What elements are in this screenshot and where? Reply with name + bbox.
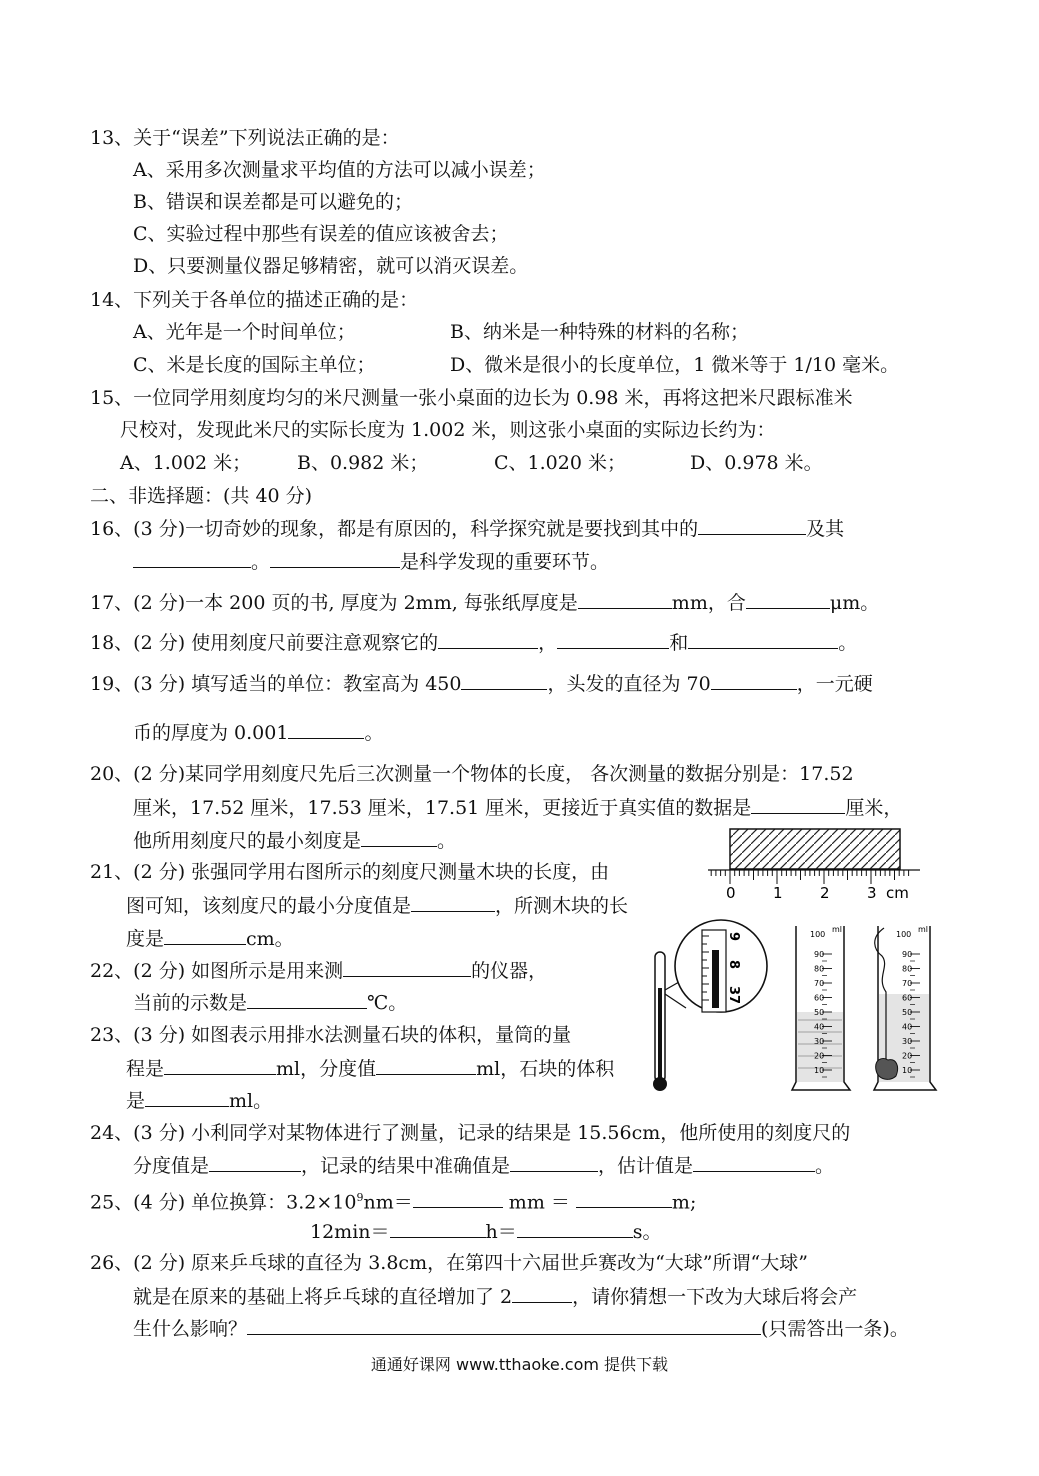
q24-text: 分度值是 [133,1155,210,1177]
ruler-tick-label: 2 [820,884,830,902]
answer-blank[interactable] [133,549,251,568]
q17-text: mm，合 [671,592,746,614]
q21-text: ，所测木块的长 [495,895,629,917]
cylinder-tick-label: 10 [902,1066,913,1075]
wooden-block [730,829,900,869]
q13-option-d: D、只要测量仪器足够精密，就可以消灭误差。 [133,255,529,277]
q14-option-a: A、光年是一个时间单位； [133,321,356,343]
q25-text: 12min＝ [310,1221,390,1243]
q17 [90,590,879,615]
ruler-figure [706,826,928,916]
footer-credit: 通通好课网 www.tthaoke.com 提供下载 [370,1355,669,1374]
q26-text: ，请你猜想一下改为大球后将会产 [572,1286,858,1308]
q26-text: (只需答出一条)。 [761,1318,909,1340]
q21-text: 图可知，该刻度尺的最小分度值是 [126,895,412,917]
answer-blank[interactable] [164,926,246,945]
answer-blank[interactable] [688,630,838,649]
q25-line1 [90,1186,696,1214]
answer-blank[interactable] [698,516,806,535]
cylinder-tick-label: 70 [814,979,825,988]
cylinder-tick-label: 50 [902,1008,913,1017]
q13-stem: 13、关于“误差”下列说法正确的是： [90,127,400,149]
q20-text: 他所用刻度尺的最小刻度是 [133,830,362,852]
q18-text: ， [538,632,558,654]
q23-line2 [126,1056,614,1081]
cylinder-tick-label: 60 [814,993,825,1003]
answer-blank[interactable] [164,1056,276,1075]
q24-line2 [133,1153,834,1178]
q18-text: 18、(2 分) 使用刻度尺前要注意观察它的 [90,632,439,654]
q20-line3 [133,828,456,853]
q22-line1 [90,958,547,983]
answer-blank[interactable] [376,1056,476,1075]
q16-text: 。 [251,551,271,573]
q19-text: 19、(3 分) 填写适当的单位：教室高为 450 [90,673,462,695]
answer-blank[interactable] [438,630,538,649]
q19-line2 [133,720,383,745]
answer-blank[interactable] [361,828,437,847]
q25-text: mm ＝ [508,1191,570,1214]
cylinder-tick-label: 90 [902,950,913,959]
q22-text: 的仪器， [471,960,548,982]
q16-text: 16、(3 分)一切奇妙的现象，都是有原因的，科学探究就是要找到其中的 [90,518,699,540]
q21-text: 度是 [126,928,165,950]
answer-blank[interactable] [247,990,367,1009]
answer-blank[interactable] [413,1189,503,1208]
q24-line1: 24、(3 分) 小利同学对某物体进行了测量，记录的结果是 15.56cm，他所使用的刻度尺的 [90,1122,851,1144]
q16-text: 是科学发现的重要环节。 [400,551,610,573]
q17-text: μm。 [829,592,880,614]
q19-text: ，头发的直径为 70 [547,673,711,695]
q21-line1: 21、(2 分) 张强同学用右图所示的刻度尺测量木块的长度，由 [90,861,610,883]
answer-blank[interactable] [517,1219,633,1238]
ruler-tick-label: 3 [867,884,877,902]
q13-option-b: B、错误和误差都是可以避免的； [133,191,413,213]
q23-line3 [126,1088,272,1113]
q14-option-b: B、纳米是一种特殊的材料的名称； [450,321,749,343]
q25-text: s。 [632,1221,662,1243]
q19-text: 币的厚度为 0.001 [133,722,289,744]
ruler-tick-label: 0 [726,884,736,902]
answer-blank[interactable] [411,893,495,912]
q25-line2 [310,1219,662,1244]
answer-blank[interactable] [693,1153,815,1172]
cylinder-tick-label: 30 [814,1037,825,1046]
q23-text: 是 [126,1090,146,1112]
cylinder-tick-label: 70 [902,979,913,988]
q19-text: ，一元硬 [796,673,873,695]
graduated-cylinder-stone [860,920,942,1096]
answer-blank[interactable] [270,549,400,568]
q18-text: 。 [838,632,858,654]
answer-blank[interactable] [510,1153,598,1172]
q21-line2 [126,893,628,918]
cylinder-tick-label: 80 [814,964,825,974]
q24-text: ，记录的结果中准确值是 [301,1155,511,1177]
q24-text: ，估计值是 [598,1155,694,1177]
answer-blank[interactable] [557,630,669,649]
answer-blank[interactable] [576,1189,672,1208]
q17-text: 17、(2 分)一本 200 页的书, 厚度为 2mm, 每张纸厚度是 [90,592,578,614]
q26-line1: 26、(2 分) 原来乒乓球的直径为 3.8cm，在第四十六届世乒赛改为“大球”所谓“大球” [90,1252,808,1274]
q25-exponent: 9 [356,1191,364,1204]
q16-line2 [133,549,609,574]
cylinder-tick-label: 20 [902,1051,913,1061]
q20-text: 厘米，17.52 厘米，17.53 厘米，17.51 厘米，更接近于真实值的数据是 [133,797,752,819]
q15-option-b: B、0.982 米； [297,452,429,474]
q18 [90,630,857,655]
cylinder-tick-label: 40 [814,1022,825,1032]
cylinder-tick-label: 20 [814,1051,825,1061]
q21-text: cm。 [246,928,294,950]
answer-blank[interactable] [746,590,830,609]
q16-line1 [90,516,844,541]
q26-text: 生什么影响？ [133,1318,248,1340]
q25-text: h＝ [485,1221,517,1243]
thermo-label: 8 [726,960,741,970]
graduated-cylinder-water [788,920,854,1096]
cylinder-tick-label: 50 [814,1008,825,1017]
q23-text: 程是 [126,1058,165,1080]
answer-blank[interactable] [461,671,547,690]
answer-blank[interactable] [390,1219,486,1238]
q21-line3 [126,926,294,951]
ruler-unit-label: cm [886,884,909,902]
answer-blank[interactable] [343,958,471,977]
cylinder-unit-label: ml [832,925,843,934]
q20-text: 。 [437,830,457,852]
cylinder-tick-label: 90 [814,950,825,959]
q23-line1: 23、(3 分) 如图表示用排水法测量石块的体积，量筒的量 [90,1024,572,1046]
cylinder-top-label: 100 [810,930,826,939]
q14-option-c: C、米是长度的国际主单位； [133,354,376,376]
q18-text: 和 [669,632,689,654]
cylinder-tick-label: 80 [902,964,913,974]
answer-blank[interactable] [751,795,845,814]
answer-blank[interactable] [288,720,364,739]
answer-blank[interactable] [209,1153,301,1172]
thermo-label: 37 [726,986,741,1005]
q15-option-d: D、0.978 米。 [690,452,823,474]
cylinder-tick-label: 10 [814,1066,825,1075]
q22-text: 22、(2 分) 如图所示是用来测 [90,960,344,982]
thermometer-figure [640,918,776,1094]
cylinder-tick-label: 60 [902,993,913,1003]
q26-line2 [133,1284,857,1309]
q24-text: 。 [815,1155,835,1177]
q20-text: 厘米， [845,797,903,819]
cylinder-top-label: 100 [896,930,912,939]
section-2-heading: 二、非选择题：(共 40 分) [90,485,313,507]
q22-text: 当前的示数是 [133,992,248,1014]
q25-text: 25、(4 分) 单位换算：3.2×10 [90,1191,357,1214]
q15-line2: 尺校对，发现此米尺的实际长度为 1.002 米，则这张小桌面的实际边长约为： [120,419,776,441]
thermo-label: 9 [726,932,741,942]
cylinder-tick-label: 40 [902,1022,913,1032]
q19-line1 [90,671,873,696]
cylinder-tick-label: 30 [902,1037,913,1046]
q22-line2 [133,990,407,1015]
answer-blank[interactable] [578,590,672,609]
ruler-tick-label: 1 [773,884,783,902]
q26-text: 就是在原来的基础上将乒乓球的直径增加了 2 [133,1286,513,1308]
answer-blank[interactable] [247,1316,761,1335]
q25-text: m; [671,1191,697,1214]
q14-stem: 14、下列关于各单位的描述正确的是： [90,289,419,311]
q13-option-c: C、实验过程中那些有误差的值应该被舍去； [133,223,509,245]
answer-blank[interactable] [145,1088,229,1107]
answer-blank[interactable] [711,671,797,690]
q23-text: ml。 [229,1090,273,1112]
q23-text: ml，石块的体积 [476,1058,615,1080]
answer-blank[interactable] [512,1284,572,1303]
q15-line1: 15、一位同学用刻度均匀的米尺测量一张小桌面的边长为 0.98 米，再将这把米尺跟标准米 [90,387,853,409]
q16-text: 及其 [806,518,845,540]
q26-line3 [133,1316,909,1341]
q15-option-a: A、1.002 米； [120,452,252,474]
q15-option-c: C、1.020 米； [494,452,626,474]
q20-line2 [133,795,902,820]
q14-option-d: D、微米是很小的长度单位，1 微米等于 1/10 毫米。 [450,354,900,376]
q25-text: nm＝ [363,1191,413,1214]
cylinder-unit-label: ml [918,925,929,934]
q20-line1: 20、(2 分)某同学用刻度尺先后三次测量一个物体的长度， 各次测量的数据分别是：17.52 [90,763,854,785]
q19-text: 。 [364,722,384,744]
q13-option-a: A、采用多次测量求平均值的方法可以减小误差； [133,159,546,181]
q23-text: ml，分度值 [276,1058,377,1080]
q22-text: ℃。 [367,992,408,1014]
stone [876,1058,898,1079]
